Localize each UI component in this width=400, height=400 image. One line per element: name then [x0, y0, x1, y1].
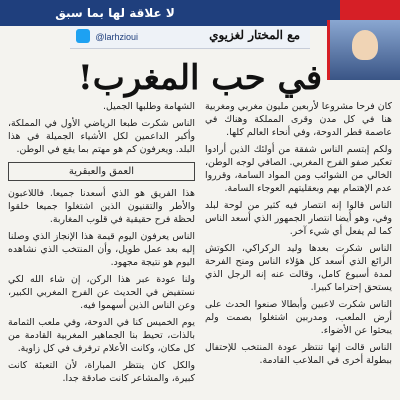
author-block [70, 26, 310, 49]
paragraph: يوم الخميس كنا في الدوحة، وفي ملعب الثمامة بالذات، تحيط بنا الجماهير المغربية القادمة من كل مكان، وكانت الأعلام ترفرف في كل زاوية. [8, 317, 195, 354]
paragraph: الناس شكرت لاعبين وأبطالا صنعوا الحدث على أرض الملعب، ومدربين اشتغلوا بصمت ولم يبحثوا عن الأضواء. [205, 299, 392, 336]
paragraph: الناس قالت إنها تنتظر عودة المنتخب للإحتفال ببطولة أخرى في الملاعب القادمة. [205, 342, 392, 366]
column-right [205, 100, 392, 392]
author-name: مع المختار لغزيوي [209, 28, 300, 42]
paragraph: الناس يعرفون اليوم قيمة هذا الإنجاز الذي وصلنا إليه بعد عمل طويل، وأن المنتخب الذي نشاهده اليوم هو نتيجة مجهود. [8, 231, 195, 268]
highlight-box: العمق والعبقرية [8, 162, 195, 181]
twitter-icon [76, 29, 90, 43]
paragraph: والكل كان ينتظر المباراة، لأن التعبئة كانت كبيرة، والمشاعر كانت صادقة جدا. [8, 360, 195, 384]
headline: في حب المغرب! [77, 58, 323, 98]
paragraph: كان فرحا مشروعا لأربعين مليون مغربي ومغربية هنا في كل مدن وقرى المملكة وهناك في عاصمة قطر الدوحة، وفي أنحاء العالم كلها. [205, 101, 392, 138]
paragraph: الناس شكرت طبعا الرياضي الأول في المملكة، وأكبر الداعمين لكل الأشياء الجميلة في هذا البلد. ويعرفون كم هو مهتم بما يقع في الوطن. [8, 118, 195, 155]
paragraph: الناس شكرت بعدها وليد الركراكي، الكوتش الرائع الذي أسعد كل هؤلاء الناس ومنح الفرحة لمدة أسبوع كامل، وقالت عنه إنه الرجل الذي يستحق إحتراما كبيرا. [205, 243, 392, 293]
paragraph: هذا الفريق هو الذي أسعدنا جميعا. فاللاعبون والأطر والتقنيون الذين اشتغلوا جميعا خلقوا لحظة فرح حقيقية في قلوب المغاربة. [8, 188, 195, 225]
paragraph: ولكم إبتسم الناس شفقة من أولئك الذين أرادوا تعكير صفو الفرح المغربي. الصافي لوجه الوطن، الخالي من الشوائب ومن المواد السامة، وقرروا عدم الإهتمام بهم وبعقليتهم العوجاء السامة. [205, 144, 392, 194]
twitter-handle[interactable]: @larhzioui [95, 32, 138, 42]
paragraph: ولنا عودة عبر هذا الركن، إن شاء الله لكي نستفيض في الحديث عن الفرح المغربي الكبير، وعن الناس الذين أسهموا فيه. [8, 274, 195, 311]
paragraph: الشهامة وطلبها الجميل. [103, 101, 195, 112]
article-body [8, 100, 392, 392]
column-tag: لا علاقة لها بما سبق [55, 6, 175, 20]
paragraph: الناس قالوا إنه انتصار فيه كثير من لوحة لبلد وفي، وهو أيضا انتصار الجمهور الذي أسعد الناس كما لم يفعل أي شيء آخر. [205, 200, 392, 237]
column-left [8, 100, 195, 392]
